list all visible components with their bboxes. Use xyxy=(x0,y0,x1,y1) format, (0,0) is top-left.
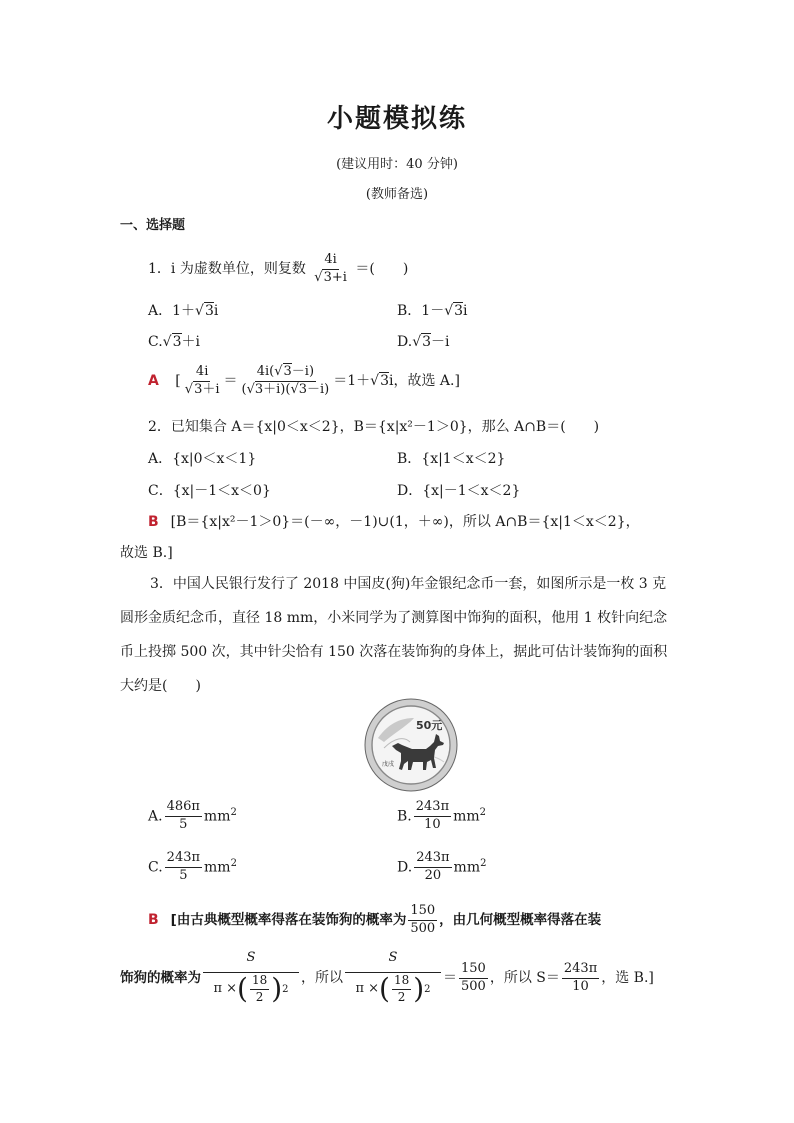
q3-option-c: C. $\frac{243\pi}{5}$ $mm^2$ xyxy=(148,850,237,883)
coin-mark: 戊戌 xyxy=(382,761,395,768)
coin-image xyxy=(364,698,458,792)
coin-label: 50元 xyxy=(416,719,443,732)
q1-fraction: 4i √ 3+i xyxy=(312,253,349,286)
coin-dog-illustration xyxy=(364,698,458,792)
teacher-note: (教师备选) xyxy=(365,187,429,202)
q1-option-c: C.√ 3＋i xyxy=(148,331,200,351)
q2-answer-letter: B xyxy=(148,514,159,530)
q3-solution-line2: 饰狗的概率为 S π × ( $\frac{18}{2}$ ) 2 ，所以 S π × ( $\frac{18}{2}$ ) 2 ＝ $\frac{150}{500}$ ，所以 S＝ $\frac{243\pi}{10}$ ，选 B.] xyxy=(120,950,654,1006)
q3-solution-line1: B [由古典概型概率得落在装饰狗的概率为 $\frac{150}{500}$ ，由几何概型概率得落在装 xyxy=(148,902,602,936)
q2-option-c: C．{x|－1＜x＜0} xyxy=(148,483,271,499)
q1-solution: A [ 4i √ 3＋i ＝ $\frac{4i(√ 3-i)}{(√3+i)(√3-i)}$ ＝1＋√ 3i，故选 A.] xyxy=(148,362,460,400)
q3-answer-letter: B xyxy=(148,912,159,928)
q1-option-b: B．1－√ 3i xyxy=(397,300,468,320)
q2-option-a: A．{x|0＜x＜1} xyxy=(148,451,257,467)
q2-stem: 2．已知集合 A＝{x|0＜x＜2}，B＝{x|x²－1＞0}，那么 A∩B＝( ) xyxy=(148,419,600,435)
q2-solution-line1: B [B＝{x|x²－1＞0}＝(－∞，－1)∪(1，＋∞)，所以 A∩B＝{x|1＜x＜2}， xyxy=(148,514,640,530)
q1-answer-letter: A xyxy=(148,373,159,389)
q1-option-a: A．1＋√ 3i xyxy=(148,300,218,320)
q1-stem: 1．i 为虚数单位，则复数 4i √ 3+i ＝( ) xyxy=(148,250,408,288)
section-header: 一、选择题 xyxy=(120,218,186,233)
q3-option-a: A. $\frac{486\pi}{5}$ $mm^2$ xyxy=(148,799,237,832)
q2-option-d: D．{x|－1＜x＜2} xyxy=(397,483,521,499)
time-note: (建议用时：40 分钟) xyxy=(336,157,458,172)
q3-stem: 3．中国人民银行发行了 2018 中国皮(狗)年金银纪念币一套，如图所示是一枚 3 克圆形金质纪念币，直径 18 mm，小米同学为了测算图中饰狗的面积，他用 1 枚针向纪念币上投掷 500 次，其中针尖恰有 150 次落在装饰狗的身体上，据此可估计装饰狗的面积大约是( ) xyxy=(120,576,668,694)
q3-option-d: D. $\frac{243\pi}{20}$ $mm^2$ xyxy=(397,850,487,883)
q3-option-b: B. $\frac{243\pi}{10}$ $mm^2$ xyxy=(397,799,487,832)
q2-solution-line2: 故选 B.] xyxy=(120,545,173,561)
page-title: 小题模拟练 xyxy=(326,104,467,134)
q1-option-d: D.√ 3－i xyxy=(397,331,450,351)
q2-option-b: B．{x|1＜x＜2} xyxy=(397,451,506,467)
